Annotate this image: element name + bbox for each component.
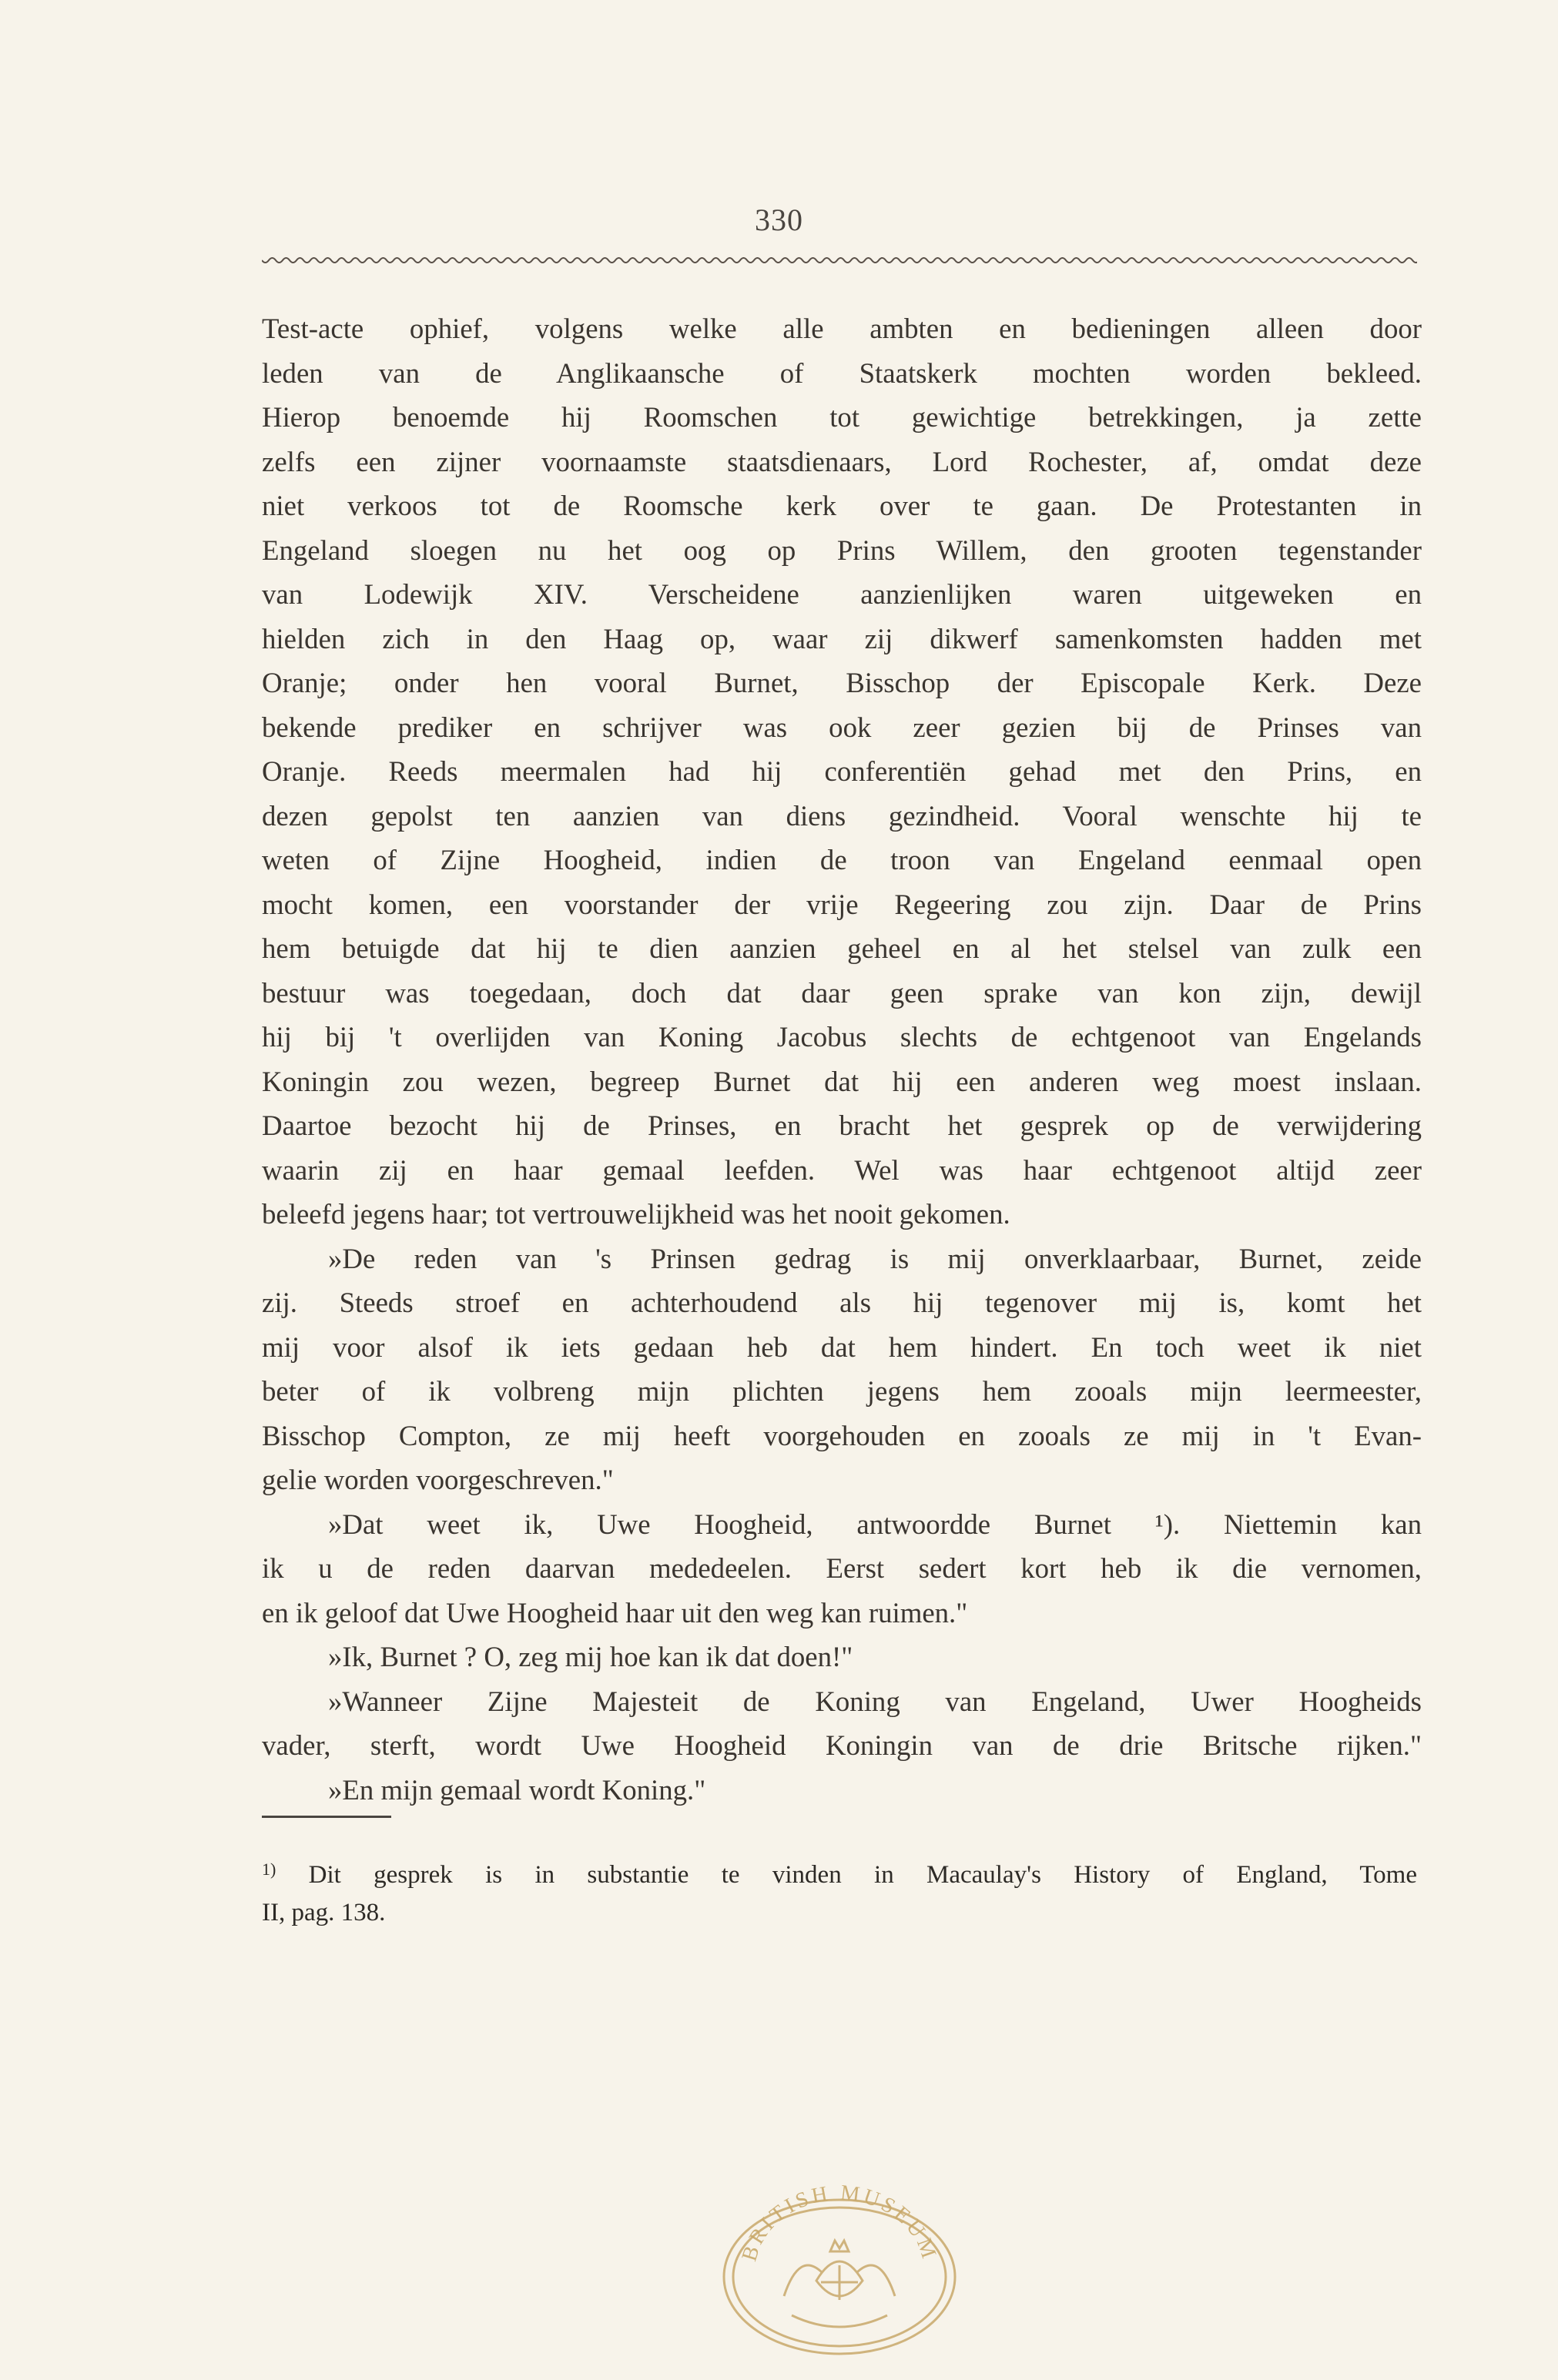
text-line: »Wanneer Zijne Majesteit de Koning van Engeland, Uwer Hoogheids xyxy=(328,1685,1422,1717)
footnote-text: Dit gesprek is in substantie te vinden in Macaulay's History of England, Tome xyxy=(308,1861,1417,1889)
text-line: Bisschop Compton, ze mij heeft voorgehouden en zooals ze mij in 't Evan- xyxy=(262,1419,1422,1451)
text-line: bestuur was toegedaan, doch dat daar geen sprake van kon zijn, dewijl xyxy=(262,976,1422,1009)
text-line: »De reden van 's Prinsen gedrag is mij onverklaarbaar, Burnet, zeide xyxy=(328,1242,1422,1274)
text-line: waarin zij en haar gemaal leefden. Wel was haar echtgenoot altijd zeer xyxy=(262,1153,1422,1186)
text-line: zelfs een zijner voornaamste staatsdienaars, Lord Rochester, af, omdat deze xyxy=(262,445,1422,477)
text-line: weten of Zijne Hoogheid, indien de troon van Engeland eenmaal open xyxy=(262,844,1422,875)
svg-text:BRITISH MUSEUM: BRITISH MUSEUM xyxy=(737,2181,942,2265)
text-line: hem betuigde dat hij te dien aanzien geheel en al het stelsel van zulk een xyxy=(262,932,1422,964)
wavy-rule-divider xyxy=(262,254,1417,266)
text-line: hielden zich in den Haag op, waar zij dikwerf samenkomsten hadden met xyxy=(262,622,1422,654)
text-line: »Ik, Burnet ? O, zeg mij hoe kan ik dat doen!" xyxy=(328,1641,853,1672)
text-line: Engeland sloegen nu het oog op Prins Willem, den grooten tegenstander xyxy=(262,534,1422,566)
footnote-line: II, pag. 138. xyxy=(262,1899,386,1926)
text-line: hij bij 't overlijden van Koning Jacobus slechts de echtgenoot van Engelands xyxy=(262,1021,1422,1053)
text-line: van Lodewijk XIV. Verscheidene aanzienlijken waren uitgeweken en xyxy=(262,578,1422,610)
text-line: »En mijn gemaal wordt Koning." xyxy=(328,1773,706,1806)
text-line: dezen gepolst ten aanzien van diens gezindheid. Vooral wenschte hij te xyxy=(262,799,1422,832)
text-line: »Dat weet ik, Uwe Hoogheid, antwoordde Burnet ¹). Niettemin kan xyxy=(328,1508,1422,1540)
text-line: leden van de Anglikaansche of Staatskerk mochten worden bekleed. xyxy=(262,356,1422,389)
text-line: Koningin zou wezen, begreep Burnet dat hij een anderen weg moest inslaan. xyxy=(262,1065,1422,1097)
museum-stamp xyxy=(715,2181,964,2358)
body-text xyxy=(262,306,1422,1812)
footnote-marker: 1) xyxy=(262,1859,276,1879)
page-number: 330 xyxy=(755,203,803,237)
text-line: bekende prediker en schrijver was ook zeer gezien bij de Prinses van xyxy=(262,711,1422,743)
text-line: Oranje; onder hen vooral Burnet, Bisschop der Episcopale Kerk. Deze xyxy=(262,667,1422,698)
text-line: beleefd jegens haar; tot vertrouwelijkheid was het nooit gekomen. xyxy=(262,1198,1010,1230)
text-line: mij voor alsof ik iets gedaan heb dat hem hindert. En toch weet ik niet xyxy=(262,1331,1422,1363)
text-line: zij. Steeds stroef en achterhoudend als hij tegenover mij is, komt het xyxy=(262,1287,1422,1318)
text-line: mocht komen, een voorstander der vrije Regeering zou zijn. Daar de Prins xyxy=(262,888,1422,920)
text-line: Oranje. Reeds meermalen had hij conferentiën gehad met den Prins, en xyxy=(262,755,1422,787)
text-line: Hierop benoemde hij Roomschen tot gewichtige betrekkingen, ja zette xyxy=(262,401,1422,433)
footnote-rule xyxy=(262,1816,391,1818)
text-line: niet verkoos tot de Roomsche kerk over te gaan. De Protestanten in xyxy=(262,490,1422,521)
text-line: Test-acte ophief, volgens welke alle ambten en bedieningen alleen door xyxy=(262,313,1422,344)
footnote-line xyxy=(262,1848,1417,1891)
text-line: beter of ik volbreng mijn plichten jegens hem zooals mijn leermeester, xyxy=(262,1375,1422,1407)
text-line: vader, sterft, wordt Uwe Hoogheid Koningin van de drie Britsche rijken." xyxy=(262,1729,1422,1761)
text-line: gelie worden voorgeschreven." xyxy=(262,1464,614,1495)
footnote xyxy=(262,1848,1417,1934)
text-line: ik u de reden daarvan mededeelen. Eerst sedert kort heb ik die vernomen, xyxy=(262,1552,1422,1584)
text-line: en ik geloof dat Uwe Hoogheid haar uit den weg kan ruimen." xyxy=(262,1596,968,1629)
text-line: Daartoe bezocht hij de Prinses, en bracht het gesprek op de verwijdering xyxy=(262,1110,1422,1141)
